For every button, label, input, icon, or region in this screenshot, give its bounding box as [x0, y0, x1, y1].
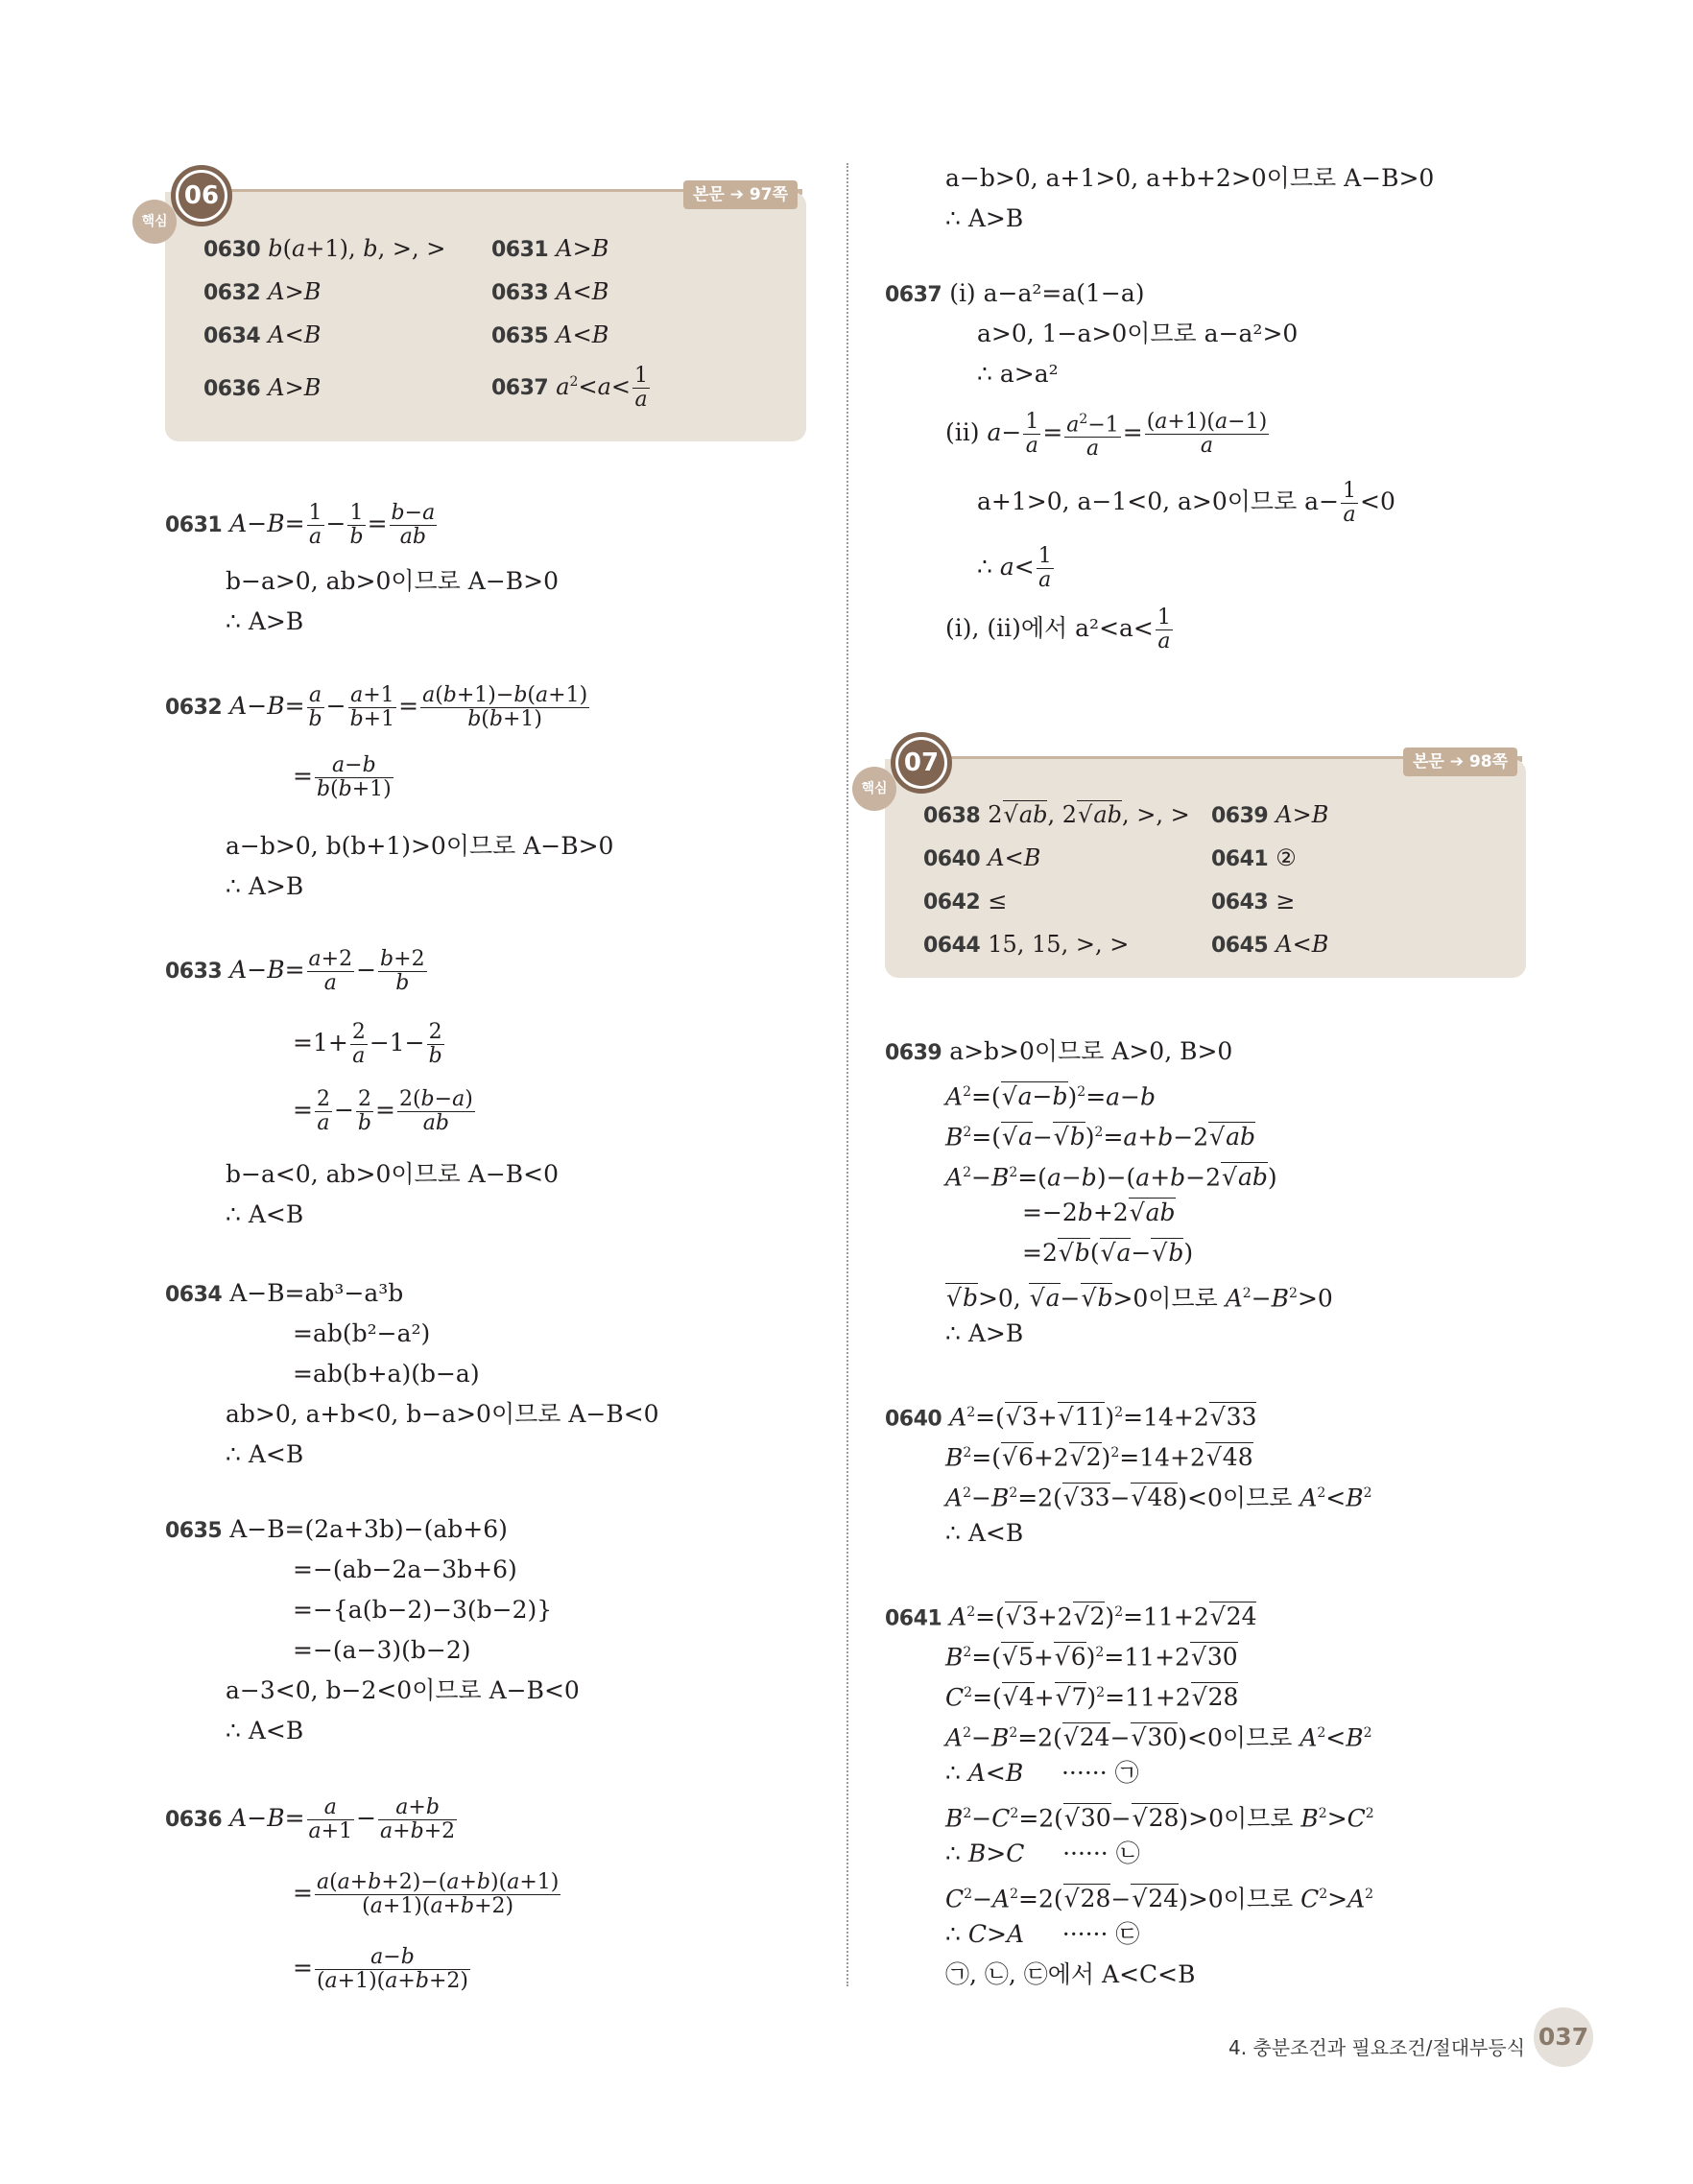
answer-0643: 0643 ≥ — [1211, 888, 1296, 914]
solution-0632-conclusion: ∴ A>B — [226, 872, 304, 900]
answer-0639: 0639 A>B — [1211, 801, 1329, 828]
solution-0635-step4: =−(a−3)(b−2) — [293, 1636, 471, 1664]
answer-0640: 0640 A<B — [923, 844, 1041, 871]
section-06-badge: 06 — [171, 165, 232, 226]
core-label: 핵심 — [132, 200, 177, 244]
solution-0634-conclusion: ∴ A<B — [226, 1440, 304, 1468]
solution-0633-step3: = $\frac{2}{a}$ − $\frac{2}{b}$ = $\frac{2(b-a)}{ab}$ — [293, 1087, 473, 1135]
solution-0640: 0640 $A^2=(√$ 3+√ 11)$^2$=14+2√ 33 — [885, 1397, 1256, 1435]
solution-0641-step8: $C^2-A^2=2(√$ 28−√ 24)>0이므로 $C^2>A^2$ — [945, 1879, 1373, 1914]
section-06-page-ref: 본문 ➔ 97쪽 — [683, 180, 798, 209]
core-label: 핵심 — [852, 767, 896, 811]
solution-0635-condition: a−3<0, b−2<0이므로 A−B<0 — [226, 1676, 580, 1704]
solution-0639-step7: √ b>0, √ a−√ b>0이므로 $A^2-B^2>0$ — [945, 1278, 1333, 1314]
solution-0639-conclusion: ∴ A>B — [945, 1319, 1024, 1347]
solution-0641-step7: ∴ B>C ······ ㉡ — [945, 1840, 1140, 1867]
solution-0636-step2: = $\frac{a(a+b+2)-(a+b)(a+1)}{(a+1)(a+b+2)}$ — [293, 1870, 560, 1918]
solution-0641-step3: $C^2=(√$ 4+√ 7)$^2$=11+2√ 28 — [945, 1677, 1238, 1713]
solution-0635-step3: =−{a(b−2)−3(b−2)} — [293, 1596, 553, 1624]
solution-0639-step5: =−2b+2√ ab — [1022, 1198, 1176, 1228]
section-07-page-ref: 본문 ➔ 98쪽 — [1403, 748, 1517, 776]
section-07-badge: 07 — [891, 732, 952, 794]
solution-0631-condition: b−a>0, ab>0이므로 A−B>0 — [226, 567, 559, 595]
solution-0641-step5: ∴ A<B ······ ㉠ — [945, 1759, 1139, 1787]
solution-0632: 0632 A−B= $\frac{a}{b}$ − $\frac{a+1}{b+1}$ = $\frac{a(b+1)-b(a+1)}{b(b+1)}$ — [165, 683, 588, 731]
solution-0634-step3: =ab(b+a)(b−a) — [293, 1360, 480, 1388]
solution-0636-conclusion: ∴ A>B — [945, 204, 1024, 232]
answer-0642: 0642 ≤ — [923, 888, 1008, 914]
solution-0640-step2: $B^2=(√$ 6+2√ 2)$^2$=14+2√ 48 — [945, 1437, 1253, 1473]
solution-0633: 0633 A−B= $\frac{a+2}{a}$ − $\frac{b+2}{b}$ — [165, 947, 425, 995]
answer-0641: 0641 ② — [1211, 844, 1297, 871]
solution-0634-step2: =ab(b²−a²) — [293, 1319, 431, 1347]
solution-0633-conclusion: ∴ A<B — [226, 1200, 304, 1228]
answer-0632: 0632 A>B — [203, 278, 322, 305]
answer-0631: 0631 A>B — [491, 235, 609, 262]
solution-0631-conclusion: ∴ A>B — [226, 607, 304, 635]
answer-0637: 0637 $a^2<a<$ $\frac{1}{a}$ — [491, 364, 648, 412]
solution-0635: 0635 A−B=(2a+3b)−(ab+6) — [165, 1515, 508, 1543]
chapter-title: 4. 충분조건과 필요조건/절대부등식 — [1228, 2036, 1526, 2059]
solution-0637-step2: a>0, 1−a>0이므로 a−a²>0 — [977, 320, 1299, 347]
section-06-answer-box — [165, 192, 806, 441]
solution-0636: 0636 A−B= $\frac{a}{a+1}$ − $\frac{a+b}{a+b+2}$ — [165, 1795, 456, 1843]
solution-0641: 0641 $A^2=(√$ 3+2√ 2)$^2$=11+2√ 24 — [885, 1597, 1256, 1634]
answer-0633: 0633 A<B — [491, 278, 609, 305]
solution-0639-step3: $B^2=(√$ a−√ b)$^2$=a+b−2√ ab — [945, 1117, 1255, 1152]
solution-0633-condition: b−a<0, ab>0이므로 A−B<0 — [226, 1160, 559, 1188]
solution-0639-step2: $A^2=(√$ a−b)$^2$=a−b — [945, 1077, 1156, 1112]
solution-0636-step3: = $\frac{a-b}{(a+1)(a+b+2)}$ — [293, 1945, 468, 1993]
column-divider — [846, 163, 848, 1986]
solution-0637-step6: ∴ a< $\frac{1}{a}$ — [977, 544, 1052, 592]
solution-0637: 0637 (i) a−a²=a(1−a) — [885, 279, 1145, 307]
solution-0634-condition: ab>0, a+b<0, b−a>0이므로 A−B<0 — [226, 1400, 659, 1428]
solution-0632-step2: = $\frac{a-b}{b(b+1)}$ — [293, 753, 392, 801]
solution-0641-step6: $B^2-C^2=2(√$ 30−√ 28)>0이므로 $B^2>C^2$ — [945, 1798, 1374, 1834]
solution-0634: 0634 A−B=ab³−a³b — [165, 1279, 404, 1307]
solution-0641-step9: ∴ C>A ······ ㉢ — [945, 1920, 1140, 1948]
answer-0634: 0634 A<B — [203, 321, 322, 348]
solution-0637-step5: a+1>0, a−1<0, a>0이므로 a− $\frac{1}{a}$ <0 — [977, 479, 1395, 527]
solution-0640-conclusion: ∴ A<B — [945, 1519, 1024, 1547]
solution-0641-step2: $B^2=(√$ 5+√ 6)$^2$=11+2√ 30 — [945, 1637, 1238, 1673]
answer-0644: 0644 15, 15, >, > — [923, 931, 1130, 958]
solution-0631: 0631 A−B= $\frac{1}{a}$ − $\frac{1}{b}$ = $\frac{b-a}{ab}$ — [165, 501, 436, 549]
answer-0638: 0638 2√ ab, 2√ ab, >, > — [923, 801, 1190, 828]
solution-0637-conclusion: (i), (ii)에서 a²<a< $\frac{1}{a}$ — [945, 605, 1171, 653]
answer-0635: 0635 A<B — [491, 321, 609, 348]
solution-0639: 0639 a>b>0이므로 A>0, B>0 — [885, 1037, 1233, 1065]
solution-0636-condition: a−b>0, a+1>0, a+b+2>0이므로 A−B>0 — [945, 164, 1435, 192]
solution-0641-step4: $A^2-B^2=2(√$ 24−√ 30)<0이므로 $A^2<B^2$ — [945, 1718, 1372, 1753]
solution-0640-step3: $A^2-B^2=2(√$ 33−√ 48)<0이므로 $A^2<B^2$ — [945, 1478, 1372, 1513]
solution-0632-condition: a−b>0, b(b+1)>0이므로 A−B>0 — [226, 832, 614, 860]
solution-0633-step2: =1+ $\frac{2}{a}$ −1− $\frac{2}{b}$ — [293, 1020, 442, 1068]
solution-0641-conclusion: ㉠, ㉡, ㉢에서 A<C<B — [945, 1960, 1196, 1988]
answer-0645: 0645 A<B — [1211, 931, 1329, 958]
answer-0630: 0630 b(a+1), b, >, > — [203, 235, 446, 262]
solution-0639-step6: =2√ b(√ a−√ b) — [1022, 1238, 1193, 1269]
solution-0639-step4: $A^2-B^2=(a-b)-(a+b-2√$ ab) — [945, 1157, 1277, 1193]
solution-0635-step2: =−(ab−2a−3b+6) — [293, 1555, 517, 1583]
solution-0637-step4: (ii) a− $\frac{1}{a}$ = $\frac{a^2-1}{a}$ = $\frac{(a+1)(a-1)}{a}$ — [945, 408, 1271, 461]
solution-0637-step3: ∴ a>a² — [977, 360, 1059, 388]
solution-0635-conclusion: ∴ A<B — [226, 1717, 304, 1745]
page-number: 037 — [1534, 2007, 1593, 2067]
answer-0636: 0636 A>B — [203, 374, 322, 401]
